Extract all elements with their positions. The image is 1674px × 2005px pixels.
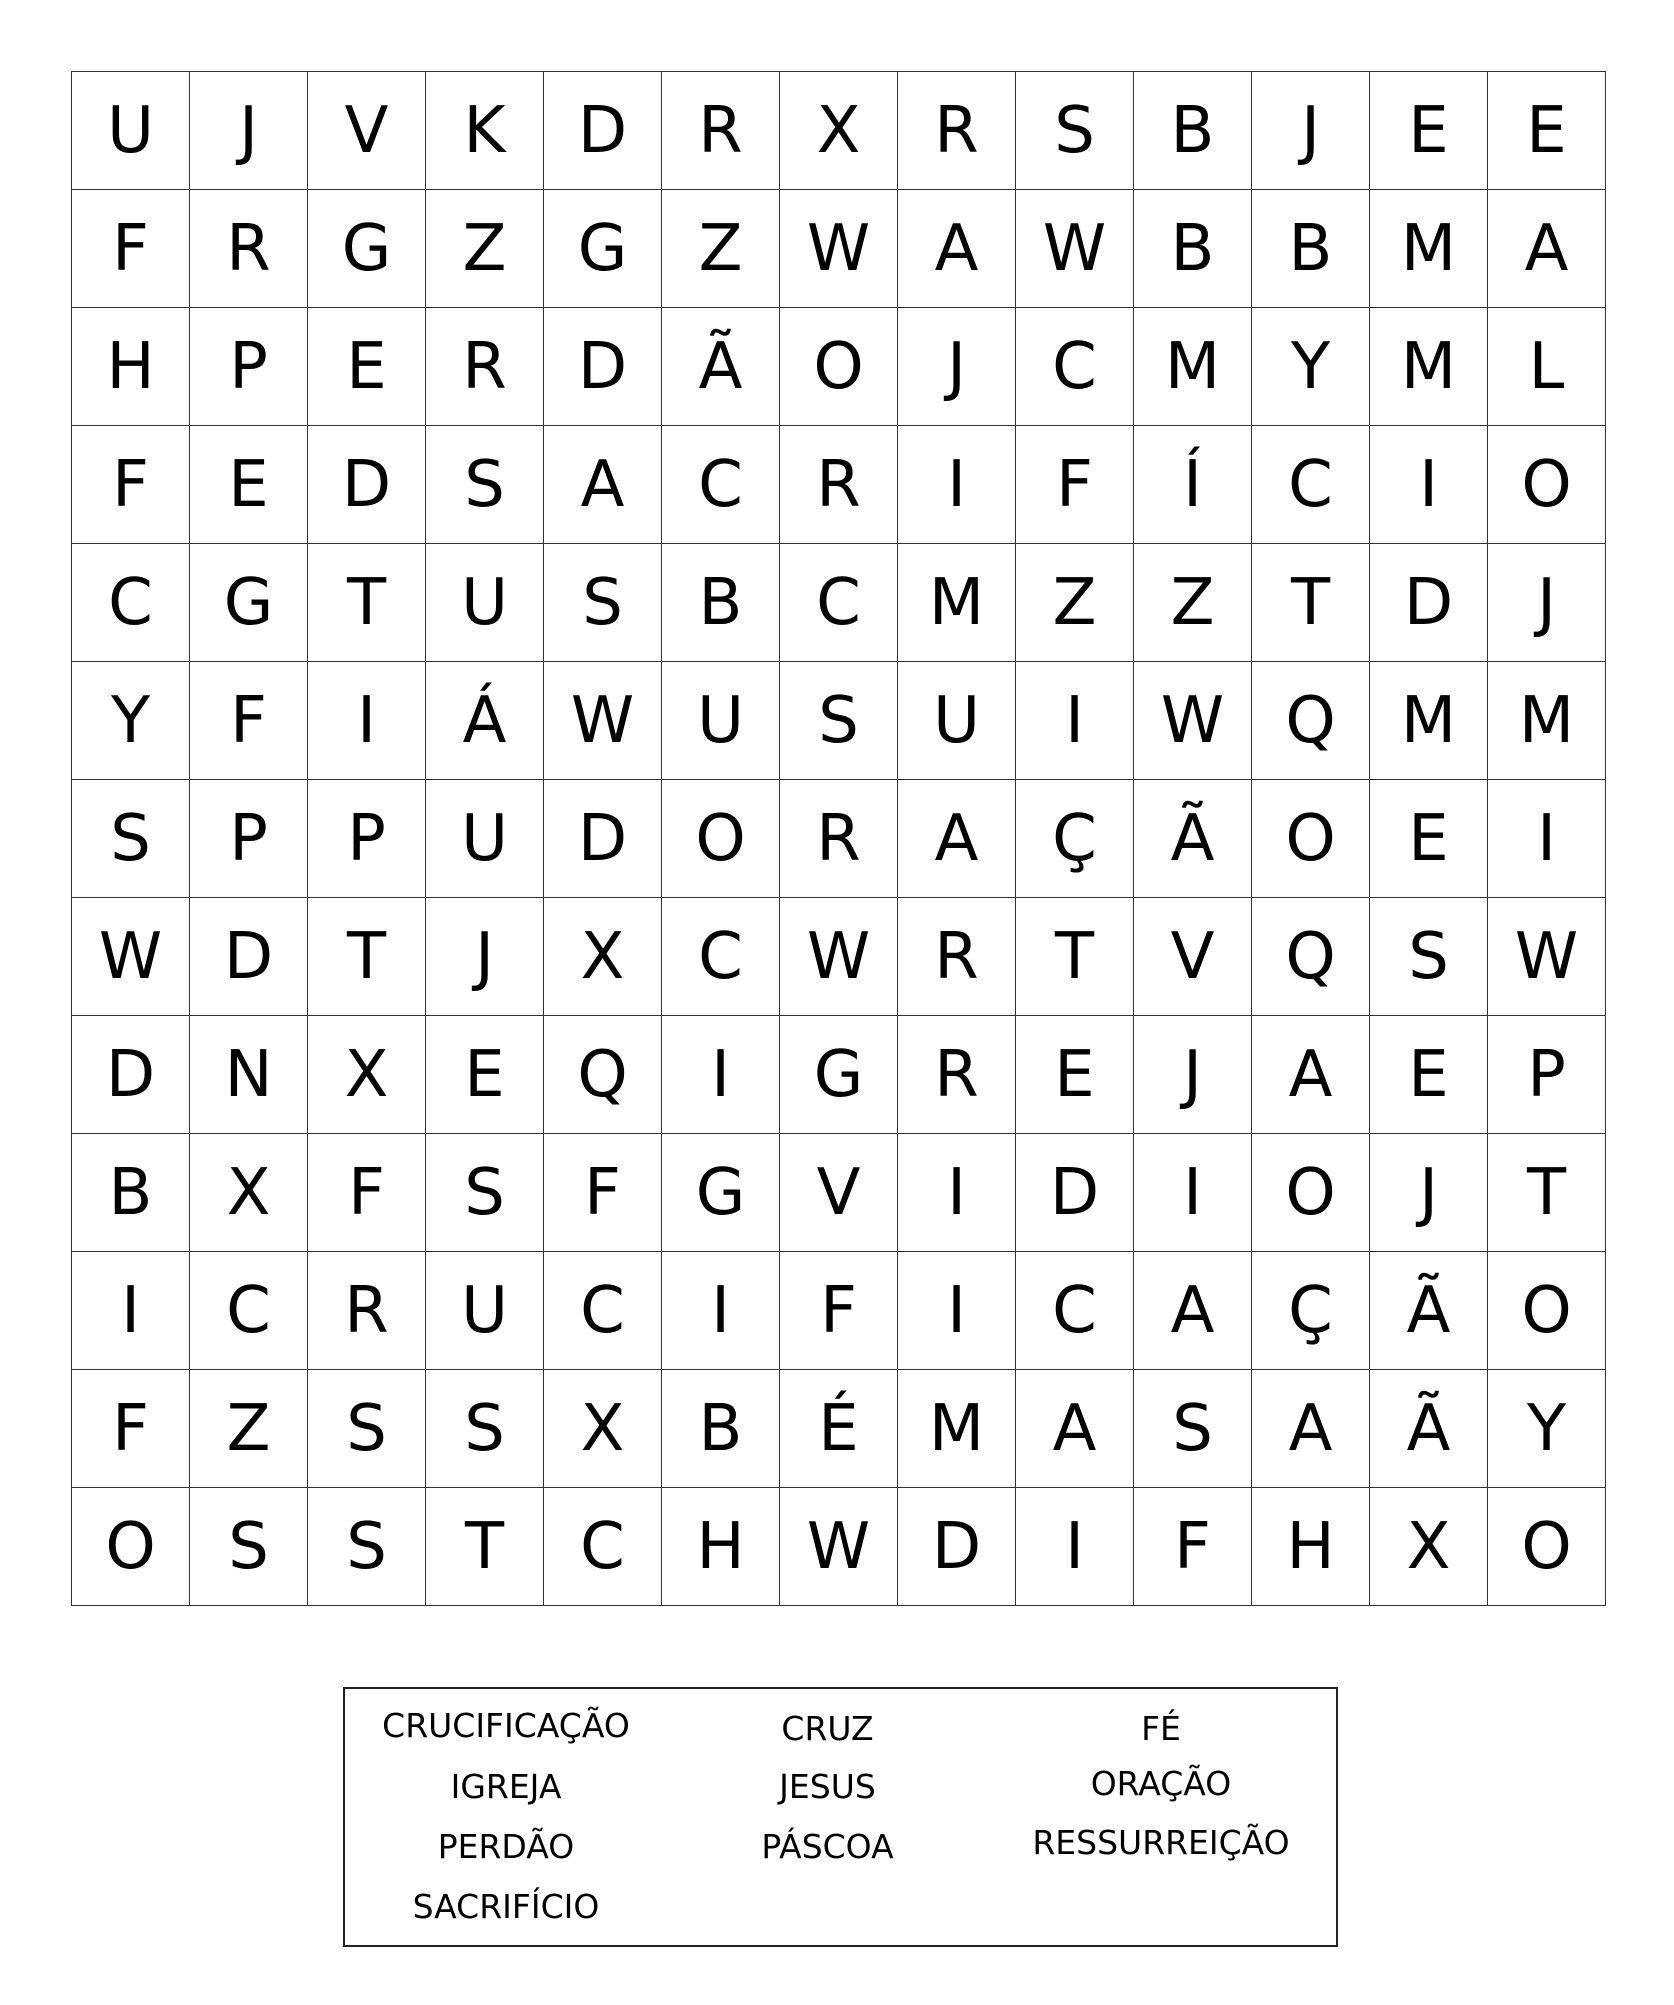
grid-cell[interactable]: W [72, 898, 190, 1016]
grid-cell[interactable]: M [1134, 308, 1252, 426]
grid-cell[interactable]: W [780, 1488, 898, 1606]
grid-cell[interactable]: A [898, 190, 1016, 308]
grid-cell[interactable]: X [780, 72, 898, 190]
grid-cell[interactable]: E [1488, 72, 1606, 190]
grid-cell[interactable]: Á [426, 662, 544, 780]
grid-cell[interactable]: A [1488, 190, 1606, 308]
grid-cell[interactable]: A [1252, 1370, 1370, 1488]
grid-cell[interactable]: B [1134, 190, 1252, 308]
grid-cell[interactable]: U [426, 1252, 544, 1370]
grid-cell[interactable]: G [780, 1016, 898, 1134]
word-item: CRUZ [781, 1709, 874, 1748]
grid-cell[interactable]: C [72, 544, 190, 662]
grid-cell[interactable]: S [426, 1370, 544, 1488]
grid-cell[interactable]: C [662, 898, 780, 1016]
grid-cell[interactable]: I [72, 1252, 190, 1370]
word-bank [343, 1687, 1338, 1947]
grid-cell[interactable]: W [1016, 190, 1134, 308]
grid-cell[interactable]: O [780, 308, 898, 426]
grid-cell[interactable]: M [1370, 662, 1488, 780]
grid-cell[interactable]: W [780, 190, 898, 308]
grid-cell[interactable]: H [662, 1488, 780, 1606]
grid-cell[interactable]: I [662, 1252, 780, 1370]
grid-cell[interactable]: D [308, 426, 426, 544]
word-item: PÁSCOA [761, 1827, 894, 1866]
grid-cell[interactable]: S [308, 1370, 426, 1488]
grid-cell[interactable]: I [1488, 780, 1606, 898]
grid-cell[interactable]: O [1252, 780, 1370, 898]
word-item: ORAÇÃO [1090, 1764, 1232, 1803]
grid-cell[interactable]: Z [426, 190, 544, 308]
grid-cell[interactable]: E [308, 308, 426, 426]
grid-cell[interactable]: J [898, 308, 1016, 426]
grid-cell[interactable]: B [1134, 72, 1252, 190]
grid-cell[interactable]: I [662, 1016, 780, 1134]
grid-cell[interactable]: O [1488, 1488, 1606, 1606]
grid-cell[interactable]: I [898, 1252, 1016, 1370]
grid-cell[interactable]: M [898, 1370, 1016, 1488]
word-item: IGREJA [450, 1767, 562, 1806]
letter-grid [71, 71, 1606, 1606]
grid-cell[interactable]: R [898, 1016, 1016, 1134]
grid-cell[interactable]: C [544, 1252, 662, 1370]
grid-cell[interactable]: Ã [662, 308, 780, 426]
grid-cell[interactable]: L [1488, 308, 1606, 426]
grid-cell[interactable]: A [1016, 1370, 1134, 1488]
grid-cell[interactable]: F [780, 1252, 898, 1370]
grid-cell[interactable]: U [426, 780, 544, 898]
grid-cell[interactable]: T [1488, 1134, 1606, 1252]
grid-cell[interactable]: M [1488, 662, 1606, 780]
word-item: JESUS [779, 1767, 876, 1806]
grid-cell[interactable]: W [1134, 662, 1252, 780]
grid-cell[interactable]: O [1252, 1134, 1370, 1252]
grid-cell[interactable]: É [780, 1370, 898, 1488]
grid-cell[interactable]: G [308, 190, 426, 308]
grid-cell[interactable]: N [190, 1016, 308, 1134]
grid-cell[interactable]: J [1488, 544, 1606, 662]
grid-cell[interactable]: U [72, 72, 190, 190]
grid-cell[interactable]: S [426, 426, 544, 544]
grid-cell[interactable]: Y [72, 662, 190, 780]
grid-cell[interactable]: T [308, 544, 426, 662]
grid-cell[interactable]: C [1252, 426, 1370, 544]
grid-cell[interactable]: E [1370, 780, 1488, 898]
grid-cell[interactable]: B [72, 1134, 190, 1252]
grid-cell[interactable]: A [1252, 1016, 1370, 1134]
grid-cell[interactable]: Z [662, 190, 780, 308]
word-item: CRUCIFICAÇÃO [382, 1706, 630, 1745]
grid-cell[interactable]: Ã [1370, 1252, 1488, 1370]
grid-cell[interactable]: D [544, 780, 662, 898]
grid-cell[interactable]: U [662, 662, 780, 780]
grid-cell[interactable]: F [1134, 1488, 1252, 1606]
grid-cell[interactable]: B [1252, 190, 1370, 308]
grid-cell[interactable]: J [1370, 1134, 1488, 1252]
grid-cell[interactable]: R [780, 780, 898, 898]
grid-cell[interactable]: C [662, 426, 780, 544]
grid-cell[interactable]: X [544, 898, 662, 1016]
grid-cell[interactable]: E [426, 1016, 544, 1134]
grid-cell[interactable]: I [1016, 1488, 1134, 1606]
grid-cell[interactable]: X [190, 1134, 308, 1252]
grid-cell[interactable]: C [544, 1488, 662, 1606]
grid-cell[interactable]: U [426, 544, 544, 662]
grid-cell[interactable]: D [72, 1016, 190, 1134]
grid-cell[interactable]: O [662, 780, 780, 898]
grid-cell[interactable]: D [1370, 544, 1488, 662]
grid-cell[interactable]: C [1016, 308, 1134, 426]
grid-cell[interactable]: P [190, 780, 308, 898]
grid-cell[interactable]: E [1370, 72, 1488, 190]
grid-cell[interactable]: X [1370, 1488, 1488, 1606]
grid-cell[interactable]: A [1134, 1252, 1252, 1370]
grid-cell[interactable]: H [72, 308, 190, 426]
grid-cell[interactable]: Z [1134, 544, 1252, 662]
grid-cell[interactable]: D [544, 72, 662, 190]
grid-cell[interactable]: S [308, 1488, 426, 1606]
grid-cell[interactable]: T [426, 1488, 544, 1606]
grid-cell[interactable]: D [1016, 1134, 1134, 1252]
grid-cell[interactable]: P [190, 308, 308, 426]
grid-cell[interactable]: I [1134, 1134, 1252, 1252]
grid-cell[interactable]: Y [1488, 1370, 1606, 1488]
word-item: FÉ [1141, 1709, 1181, 1748]
word-item: SACRIFÍCIO [412, 1887, 600, 1926]
grid-cell[interactable]: A [898, 780, 1016, 898]
grid-cell[interactable]: W [1488, 898, 1606, 1016]
grid-cell[interactable]: D [898, 1488, 1016, 1606]
grid-cell[interactable]: Í [1134, 426, 1252, 544]
grid-cell[interactable]: T [1016, 898, 1134, 1016]
grid-cell[interactable]: G [190, 544, 308, 662]
grid-cell[interactable]: E [190, 426, 308, 544]
grid-cell[interactable]: Ã [1134, 780, 1252, 898]
grid-cell[interactable]: R [780, 426, 898, 544]
grid-cell[interactable]: V [308, 72, 426, 190]
grid-cell[interactable]: I [1370, 426, 1488, 544]
grid-cell[interactable]: S [780, 662, 898, 780]
grid-cell[interactable]: R [308, 1252, 426, 1370]
grid-cell[interactable]: R [190, 190, 308, 308]
grid-cell[interactable]: Q [1252, 662, 1370, 780]
grid-cell[interactable]: O [72, 1488, 190, 1606]
grid-cell[interactable]: S [1370, 898, 1488, 1016]
grid-cell[interactable]: Z [1016, 544, 1134, 662]
grid-cell[interactable]: J [190, 72, 308, 190]
grid-cell[interactable]: F [544, 1134, 662, 1252]
grid-cell[interactable]: F [72, 190, 190, 308]
grid-cell[interactable]: F [72, 426, 190, 544]
grid-cell[interactable]: G [544, 190, 662, 308]
grid-cell[interactable]: W [544, 662, 662, 780]
grid-cell[interactable]: M [1370, 190, 1488, 308]
grid-cell[interactable]: Ç [1016, 780, 1134, 898]
grid-cell[interactable]: U [898, 662, 1016, 780]
grid-cell[interactable]: Ã [1370, 1370, 1488, 1488]
grid-cell[interactable]: S [1016, 72, 1134, 190]
grid-cell[interactable]: W [780, 898, 898, 1016]
grid-cell[interactable]: E [1370, 1016, 1488, 1134]
grid-cell[interactable]: I [898, 1134, 1016, 1252]
grid-cell[interactable]: O [1488, 426, 1606, 544]
grid-cell[interactable]: I [308, 662, 426, 780]
grid-cell[interactable]: S [426, 1134, 544, 1252]
grid-cell[interactable]: R [898, 898, 1016, 1016]
word-item: RESSURREIÇÃO [1032, 1823, 1290, 1862]
grid-cell[interactable]: J [1134, 1016, 1252, 1134]
grid-cell[interactable]: T [1252, 544, 1370, 662]
grid-cell[interactable]: B [662, 1370, 780, 1488]
grid-cell[interactable]: Q [1252, 898, 1370, 1016]
grid-cell[interactable]: H [1252, 1488, 1370, 1606]
grid-cell[interactable]: P [308, 780, 426, 898]
grid-cell[interactable]: I [898, 426, 1016, 544]
grid-cell[interactable]: V [780, 1134, 898, 1252]
grid-cell[interactable]: R [662, 72, 780, 190]
grid-cell[interactable]: C [780, 544, 898, 662]
grid-cell[interactable]: R [898, 72, 1016, 190]
grid-cell[interactable]: F [190, 662, 308, 780]
grid-cell[interactable]: D [190, 898, 308, 1016]
grid-cell[interactable]: P [1488, 1016, 1606, 1134]
grid-cell[interactable]: E [1016, 1016, 1134, 1134]
grid-cell[interactable]: X [544, 1370, 662, 1488]
grid-cell[interactable]: F [1016, 426, 1134, 544]
grid-cell[interactable]: K [426, 72, 544, 190]
grid-cell[interactable]: R [426, 308, 544, 426]
grid-cell[interactable]: C [1016, 1252, 1134, 1370]
grid-cell[interactable]: S [1134, 1370, 1252, 1488]
grid-cell[interactable]: F [72, 1370, 190, 1488]
grid-cell[interactable]: Q [544, 1016, 662, 1134]
grid-cell[interactable]: F [308, 1134, 426, 1252]
grid-cell[interactable]: D [544, 308, 662, 426]
grid-cell[interactable]: C [190, 1252, 308, 1370]
grid-cell[interactable]: I [1016, 662, 1134, 780]
grid-cell[interactable]: S [72, 780, 190, 898]
grid-cell[interactable]: X [308, 1016, 426, 1134]
grid-cell[interactable]: Y [1252, 308, 1370, 426]
grid-cell[interactable]: J [1252, 72, 1370, 190]
grid-cell[interactable]: O [1488, 1252, 1606, 1370]
grid-cell[interactable]: A [544, 426, 662, 544]
grid-cell[interactable]: M [1370, 308, 1488, 426]
grid-cell[interactable]: Ç [1252, 1252, 1370, 1370]
grid-cell[interactable]: V [1134, 898, 1252, 1016]
grid-cell[interactable]: M [898, 544, 1016, 662]
word-item: PERDÃO [437, 1827, 575, 1866]
grid-cell[interactable]: Z [190, 1370, 308, 1488]
grid-cell[interactable]: S [544, 544, 662, 662]
grid-cell[interactable]: T [308, 898, 426, 1016]
grid-cell[interactable]: B [662, 544, 780, 662]
grid-cell[interactable]: J [426, 898, 544, 1016]
grid-cell[interactable]: G [662, 1134, 780, 1252]
grid-cell[interactable]: S [190, 1488, 308, 1606]
